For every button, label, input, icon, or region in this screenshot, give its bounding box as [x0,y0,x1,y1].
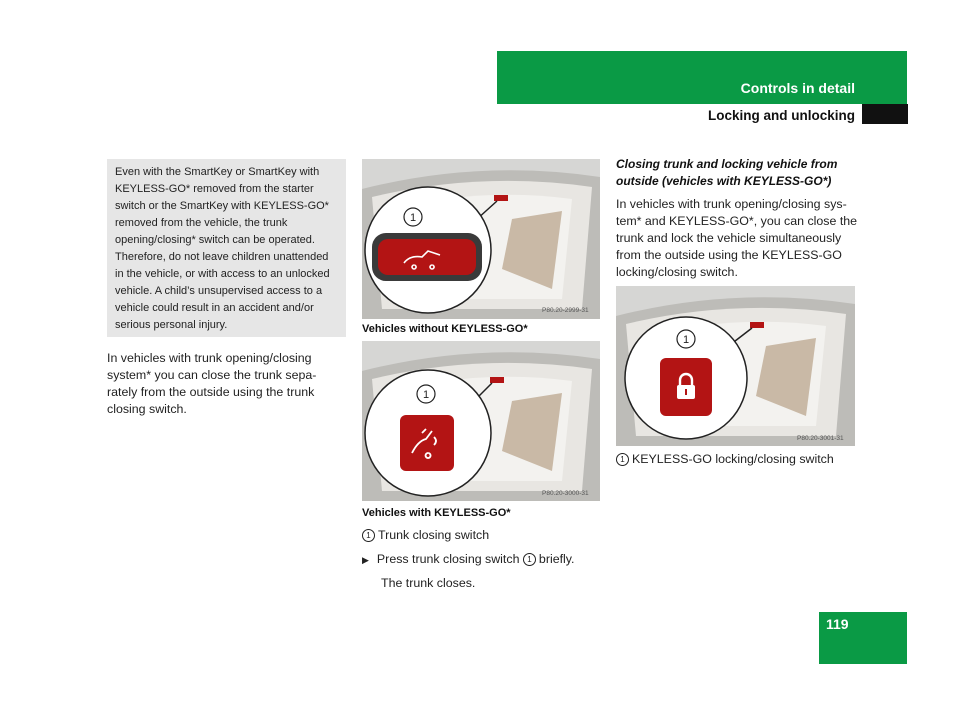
page-number: 119 [826,616,849,632]
figure-keyless-lock-switch [616,286,855,446]
intro-line: In vehicles with trunk opening/closing [107,351,312,365]
section-heading [616,156,866,190]
warning-line: in the vehicle, or with access to an unlocked [115,268,330,280]
keyless-line: In vehicles with trunk opening/closing sys- [616,197,847,211]
figure-code: P80.20-3000-31 [542,490,589,497]
legend-item [616,451,834,468]
keyless-paragraph [616,196,866,281]
step-marker-icon: ▶ [362,555,369,565]
warning-line: switch or the SmartKey with KEYLESS-GO* [115,200,329,212]
step-text: Press trunk closing switch [376,552,520,566]
intro-line: rately from the outside using the trunk [107,385,315,399]
intro-line: closing switch. [107,402,187,416]
legend-text: KEYLESS-GO locking/closing switch [632,452,834,466]
callout-number: 1 [409,212,417,224]
warning-line: KEYLESS-GO* removed from the starter [115,183,314,195]
figure-trunk-switch-no-keyless [362,159,600,319]
warning-line: vehicle could result in an accident and/or [115,302,314,314]
intro-line: system* you can close the trunk sepa- [107,368,317,382]
header-bar [497,51,907,104]
warning-line: Even with the SmartKey or SmartKey with [115,166,320,178]
warning-box [107,159,346,337]
figure-code: P80.20-2999-31 [542,307,589,314]
step-number: 1 [523,553,536,566]
keyless-line: tem* and KEYLESS-GO*, you can close the [616,214,858,228]
intro-paragraph [107,350,337,418]
keyless-line: locking/closing switch. [616,265,738,279]
heading-line: Closing trunk and locking vehicle from [616,157,838,171]
keyless-line: from the outside using the KEYLESS-GO [616,248,842,262]
legend-item [362,527,489,544]
subsection-title: Locking and unlocking [707,108,855,123]
step-text-end: briefly. [538,552,575,566]
legend-text: Trunk closing switch [378,528,490,542]
warning-line: opening/closing* switch can be operated. [115,234,315,246]
legend-number: 1 [362,529,375,542]
instruction-step [362,551,575,569]
callout-number: 1 [682,334,690,346]
header-tab-marker [862,104,908,124]
callout-number: 1 [422,389,430,401]
warning-line: Therefore, do not leave children unattended [115,251,329,263]
warning-line: vehicle. A child’s unsupervised access to a [115,285,323,297]
keyless-line: trunk and lock the vehicle simultaneously [616,231,842,245]
legend-number: 1 [616,453,629,466]
figure-code: P80.20-3001-31 [797,435,844,442]
section-title: Controls in detail [740,80,855,96]
figure-caption: Vehicles without KEYLESS-GO* [362,323,528,335]
warning-line: removed from the vehicle, the trunk [115,217,288,229]
figure-caption: Vehicles with KEYLESS-GO* [362,507,511,519]
warning-line: serious personal injury. [115,319,228,331]
step-result: The trunk closes. [381,576,476,590]
figure-trunk-switch-keyless [362,341,600,501]
heading-line: outside (vehicles with KEYLESS-GO*) [616,174,832,188]
